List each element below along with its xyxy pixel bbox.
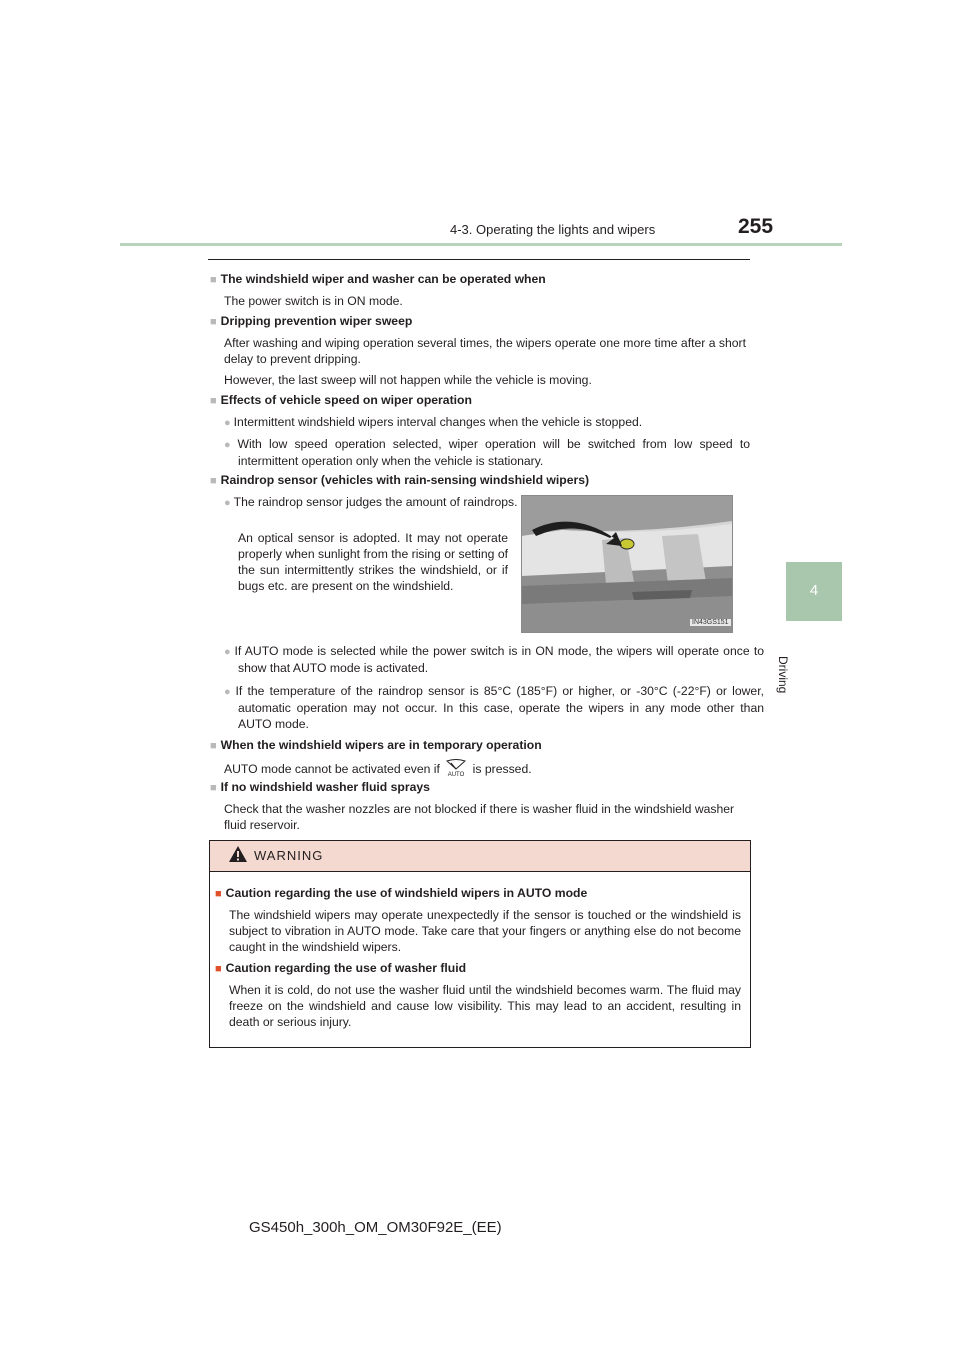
section-heading: Effects of vehicle speed on wiper operation (220, 393, 472, 407)
square-bullet-icon: ■ (210, 316, 217, 328)
warning-title: WARNING (254, 848, 324, 863)
circle-bullet-icon: ● (224, 417, 231, 429)
square-bullet-icon: ■ (210, 782, 217, 794)
section-text: The power switch is in ON mode. (224, 294, 403, 308)
auto-wiper-icon (443, 759, 469, 781)
section-washer-fluid (210, 779, 746, 833)
warning-item: ■ Caution regarding the use of windshield wipers in AUTO mode The windshield wipers may operate unexpectedly if the sensor is touched or the windshield is subject to vibration in AUTO mode. Take care that your fingers or anything else do not become caught in the windshield wipers. (215, 886, 741, 954)
warning-triangle-icon (228, 845, 248, 868)
list-item: ● If the temperature of the raindrop sensor is 85°C (185°F) or higher, or -30°C (-22°F) or lower, automatic operation may not occur. In this case, operate the wipers in any mode other than AUTO mode. (224, 684, 764, 731)
car-interior-illustration (522, 496, 732, 632)
section-vehicle-speed (210, 392, 750, 469)
list-item: ● The raindrop sensor judges the amount of raindrops. (224, 495, 518, 509)
square-bullet-icon: ■ (210, 475, 217, 487)
raindrop-sensor-illustration (521, 495, 733, 633)
list-item: ● With low speed operation selected, wiper operation will be switched from low speed to intermittent operation only when the vehicle is stationary. (224, 437, 750, 468)
page-number: 255 (738, 215, 774, 238)
section-power-mode (210, 271, 750, 309)
section-title: 4-3. Operating the lights and wipers (450, 222, 656, 237)
chapter-label: Driving (776, 656, 790, 694)
list-item-detail: An optical sensor is adopted. It may not operate properly when sunlight from the rising or setting of the sun intermittently strikes the windshield, or if bugs etc. are present on the windshield. (238, 531, 508, 593)
chapter-tab (786, 562, 842, 621)
circle-bullet-icon: ● (224, 497, 231, 509)
circle-bullet-icon: ● (224, 439, 235, 451)
section-text: AUTO mode cannot be activated even if AUTO is pressed. (224, 759, 750, 781)
svg-text:AUTO: AUTO (448, 772, 465, 777)
section-heading: When the windshield wipers are in temporary operation (220, 738, 542, 752)
document-id: GS450h_300h_OM_OM30F92E_(EE) (249, 1219, 502, 1236)
section-text: Check that the washer nozzles are not blocked if there is washer fluid in the windshield washer fluid reservoir. (224, 802, 735, 832)
warning-text: When it is cold, do not use the washer fluid until the windshield becomes warm. The fluid may freeze on the windshield and cause low visibility. This may lead to an accident, resulting in death or serious injury. (229, 983, 741, 1029)
section-text: After washing and wiping operation several times, the wipers operate one more time after a short delay to prevent dripping. (224, 336, 746, 366)
square-bullet-icon: ■ (215, 888, 222, 900)
warning-text: The windshield wipers may operate unexpectedly if the sensor is touched or the windshield is subject to vibration in AUTO mode. Take care that your fingers or anything else do not become caught in the windshield wipers. (229, 908, 741, 954)
section-heading: Raindrop sensor (vehicles with rain-sensing windshield wipers) (220, 473, 590, 487)
header-divider (120, 243, 842, 246)
section-heading: The windshield wiper and washer can be operated when (220, 272, 546, 286)
square-bullet-icon: ■ (210, 274, 217, 286)
square-bullet-icon: ■ (215, 963, 222, 975)
section-dripping-prevention (210, 313, 746, 388)
section-text: However, the last sweep will not happen while the vehicle is moving. (224, 373, 592, 387)
list-item: ● Intermittent windshield wipers interval changes when the vehicle is stopped. (224, 415, 643, 429)
chapter-number: 4 (809, 582, 819, 599)
square-bullet-icon: ■ (210, 740, 217, 752)
square-bullet-icon: ■ (210, 395, 217, 407)
circle-bullet-icon: ● (224, 646, 232, 658)
section-heading: Dripping prevention wiper sweep (220, 314, 413, 328)
section-raindrop-sensor (210, 472, 750, 489)
section-heading: If no windshield washer fluid sprays (220, 780, 430, 794)
circle-bullet-icon: ● (224, 686, 233, 698)
list-item: ● If AUTO mode is selected while the power switch is in ON mode, the wipers will operate once to show that AUTO mode is activated. (224, 644, 764, 675)
section-temporary-operation (210, 737, 750, 781)
figure-code: IN43GS151 (692, 619, 729, 626)
warning-item: ■ Caution regarding the use of washer fluid When it is cold, do not use the washer fluid until the windshield becomes warm. The fluid may freeze on the windshield and cause low visibility. This may lead to an accident, resulting in death or serious injury. (215, 961, 741, 1029)
content-top-rule (208, 259, 750, 260)
